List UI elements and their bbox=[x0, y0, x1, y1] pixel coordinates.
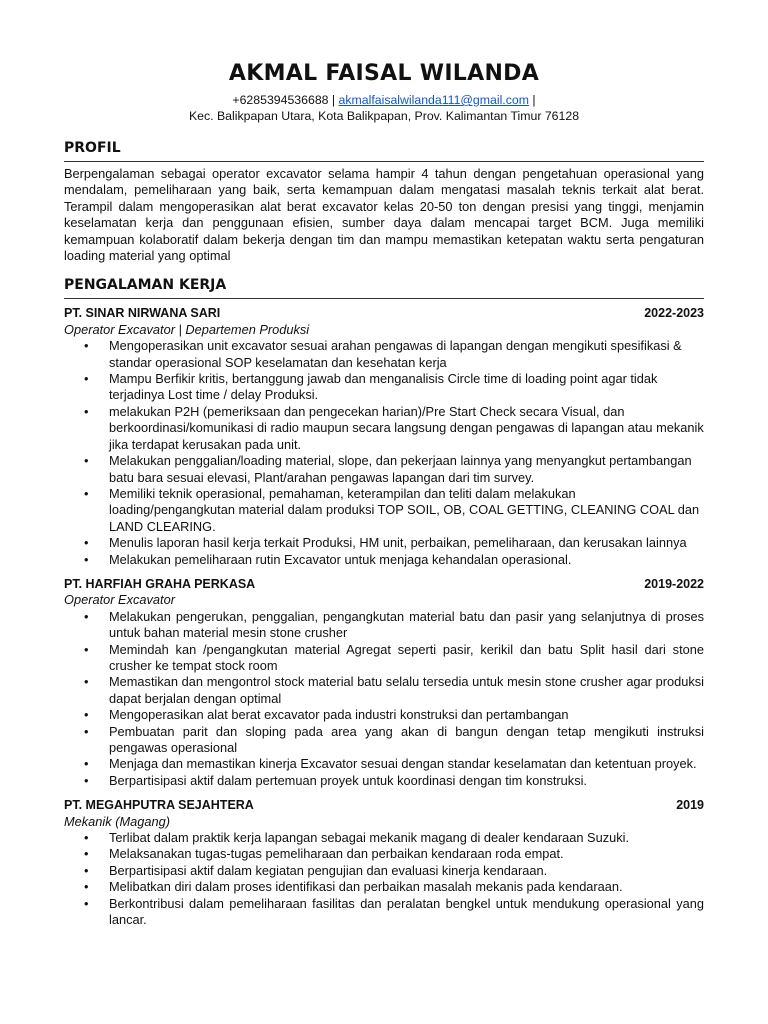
duty-item: • melakukan P2H (pemeriksaan dan pengecekan harian)/Pre Start Check secara Visual, dan berkoordinasi/komunikasi di radio maupun secara langsung dengan pengawas di lapangan atau mekanik jika terdapat kerusakan pada unit. bbox=[64, 404, 704, 453]
separator: | bbox=[528, 93, 536, 107]
duty-item: • Berkontribusi dalam pemeliharaan fasilitas dan peralatan bengkel untuk mendukung operasional yang lancar. bbox=[64, 896, 704, 929]
duty-item: • Melakukan pengerukan, penggalian, pengangkutan material batu dan pasir yang selanjutnya di proses untuk bahan material mesin stone crusher bbox=[64, 609, 704, 642]
duty-item: • Mampu Berfikir kritis, bertanggung jawab dan menganalisis Circle time di loading point agar tidak terjadinya Lost time / delay Produksi. bbox=[64, 371, 704, 404]
job-header bbox=[64, 576, 704, 592]
job-entry bbox=[64, 576, 704, 789]
duty-item: • Pembuatan parit dan sloping pada area yang akan di bangun dengan tetap mengikuti instruksi pengawas operasional bbox=[64, 724, 704, 757]
duty-item: • Memastikan dan mengontrol stock material batu selalu tersedia untuk mesin stone crusher agar produksi dapat berjalan dengan optimal bbox=[64, 674, 704, 707]
candidate-name: AKMAL FAISAL WILANDA bbox=[228, 61, 540, 86]
job-role: Operator Excavator bbox=[64, 592, 175, 608]
duty-item: • Melakukan pemeliharaan rutin Excavator untuk menjaga kehandalan operasional. bbox=[64, 552, 704, 568]
address-line: Kec. Balikpapan Utara, Kota Balikpapan, Prov. Kalimantan Timur 76128 bbox=[188, 109, 580, 123]
duty-item: • Mengoperasikan unit excavator sesuai arahan pengawas di lapangan dengan mengikuti spesifikasi & standar operasional SOP keselamatan dan kesehatan kerja bbox=[64, 338, 704, 371]
phone-number: +6285394536688 bbox=[232, 93, 329, 107]
duty-item: • Mengoperasikan alat berat excavator pada industri konstruksi dan pertambangan bbox=[64, 707, 704, 723]
company-name: PT. MEGAHPUTRA SEJAHTERA bbox=[64, 798, 254, 813]
duty-item: • Memindah kan /pengangkutan material Agregat seperti pasir, kerikil dan batu Split hasil dari stone crusher ke tempat stock room bbox=[64, 642, 704, 675]
job-entry bbox=[64, 797, 704, 928]
profile-heading: PROFIL bbox=[64, 139, 704, 162]
job-period: 2019-2022 bbox=[644, 576, 704, 591]
company-name: PT. SINAR NIRWANA SARI bbox=[64, 306, 221, 321]
duty-item: • Melibatkan diri dalam proses identifikasi dan perbaikan masalah mekanis pada kendaraan. bbox=[64, 879, 704, 895]
duty-item: • Terlibat dalam praktik kerja lapangan sebagai mekanik magang di dealer kendaraan Suzuki. bbox=[64, 830, 704, 846]
duty-item: • Berpartisipasi aktif dalam kegiatan pengujian dan evaluasi kinerja kendaraan. bbox=[64, 863, 704, 879]
job-header bbox=[64, 305, 704, 321]
duty-item: • Melakukan penggalian/loading material, slope, dan pekerjaan lainnya yang menyangkut pertambangan batu bara sesuai elevasi, Plant/arahan pengawas lapangan dari tim survey. bbox=[64, 453, 704, 486]
duty-list bbox=[64, 338, 704, 568]
duty-list bbox=[64, 830, 704, 928]
job-period: 2019 bbox=[676, 798, 704, 813]
duty-item: • Menjaga dan memastikan kinerja Excavator sesuai dengan standar keselamatan dan ketentuan proyek. bbox=[64, 756, 704, 772]
job-role: Mekanik (Magang) bbox=[64, 813, 170, 829]
duty-list bbox=[64, 609, 704, 789]
separator: | bbox=[328, 93, 339, 107]
duty-item: • Menulis laporan hasil kerja terkait Produksi, HM unit, perbaikan, pemeliharaan, dan kerusakan lainnya bbox=[64, 535, 704, 551]
profile-summary: Berpengalaman sebagai operator excavator selama hampir 4 tahun dengan pengetahuan operasional yang mendalam, pemeliharaan yang baik, serta kemampuan dalam mengatasi masalah teknis terkait alat berat. Terampil dalam mengoperasikan alat berat excavator kelas 20-50 ton dengan presisi yang tinggi, menjamin keselamatan kerja dan penggunaan efisien, sumber daya dalam mencapai target BCM. Juga memiliki kemampuan kolaboratif dalam bekerja dengan tim dan mampu memastikan ketepatan waktu serta pengaturan loading material yang optimal bbox=[64, 166, 704, 264]
experience-heading: PENGALAMAN KERJA bbox=[64, 276, 704, 299]
duty-item: • Memiliki teknik operasional, pemahaman, keterampilan dan teliti dalam melakukan loading/pengangkutan material dalam produksi TOP SOIL, OB, COAL GETTING, CLEANING COAL dan LAND CLEARING. bbox=[64, 486, 704, 535]
duty-item: • Berpartisipasi aktif dalam pertemuan proyek untuk koordinasi dengan tim konstruksi. bbox=[64, 773, 704, 789]
company-name: PT. HARFIAH GRAHA PERKASA bbox=[64, 576, 256, 591]
job-role: Operator Excavator | Departemen Produksi bbox=[64, 321, 310, 337]
contact-line bbox=[64, 92, 704, 108]
duty-item: • Melaksanakan tugas-tugas pemeliharaan dan perbaikan kendaraan roda empat. bbox=[64, 846, 704, 862]
job-header bbox=[64, 797, 704, 813]
job-entry bbox=[64, 305, 704, 568]
email-link[interactable]: akmalfaisalwilanda111@gmail.com bbox=[338, 93, 529, 107]
job-period: 2022-2023 bbox=[644, 306, 704, 321]
